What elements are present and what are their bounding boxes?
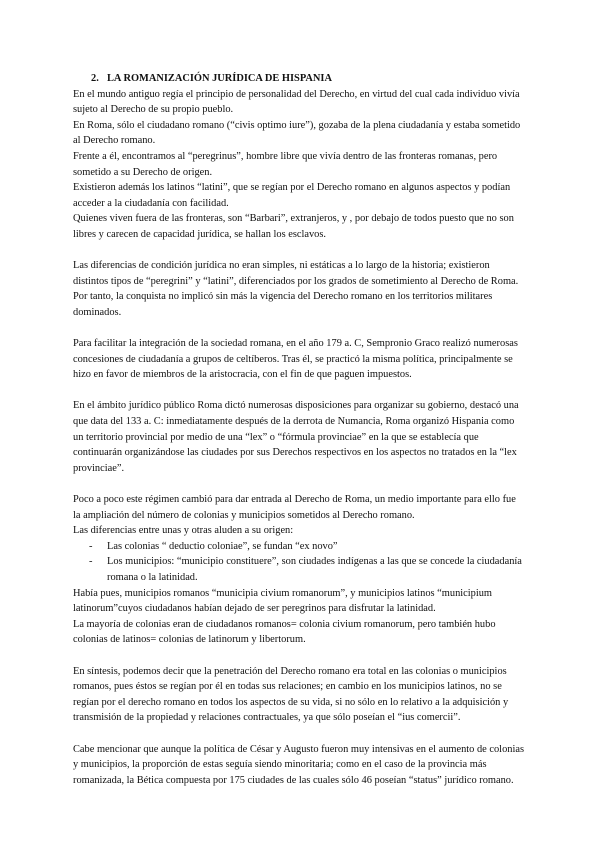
dash-bullet: - — [89, 556, 93, 568]
paragraph: Quienes viven fuera de las fronteras, son “Barbari”, extranjeros, y , por debajo de todos puesto que no son libres y carecen de capacidad jurídica, se hallan los esclavos. — [73, 213, 514, 240]
list-item — [73, 554, 525, 585]
list-item-text: Las colonias “ deductio coloniae”, se fundan “ex novo” — [107, 540, 338, 552]
section-title: LA ROMANIZACIÓN JURÍDICA DE HISPANIA — [107, 73, 332, 84]
paragraph: En el mundo antiguo regía el principio de personalidad del Derecho, en virtud del cual cada individuo vivía sujeto al Derecho de su propio pueblo. — [73, 88, 520, 116]
paragraph: Poco a poco este régimen cambió para dar entrada al Derecho de Roma, un medio importante para ello fue la ampliación del número de colonias y municipios sometidos al Derecho romano. — [73, 494, 516, 521]
section-number: 2. — [91, 73, 99, 84]
paragraph: En el ámbito jurídico público Roma dictó numerosas disposiciones para organizar su gobierno, destacó una que data del 133 a. C: inmediatamente después de la derrota de Numancia, Roma organizó Hispania como un territorio provincial por medio de una “lex” o “fórmula provinciae” en la que se establecía que continuarán organizándose las ciudades por sus Derechos respectivos en los aspectos no tratados en la “lex provinciae”. — [73, 400, 519, 474]
section-heading — [91, 71, 525, 87]
dash-bullet: - — [89, 540, 93, 552]
paragraph: Frente a él, encontramos al “peregrinus”, hombre libre que vivía dentro de las fronteras romanas, pero sometido a su Derecho de origen. — [73, 150, 498, 178]
paragraph-spacer — [73, 726, 525, 742]
paragraph: Las diferencias entre unas y otras aluden a su origen: — [73, 525, 294, 537]
list-item — [73, 539, 525, 555]
paragraph-spacer — [73, 243, 525, 259]
paragraph: La mayoría de colonias eran de ciudadanos romanos= colonia civium romanorum, pero también hubo colonias de latinos= colonias de latinorum y libertorum. — [73, 618, 496, 646]
document-body — [73, 71, 525, 788]
dash-list — [73, 539, 525, 586]
paragraph: En Roma, sólo el ciudadano romano (“civis optimo iure”), gozaba de la plena ciudadanía y estaba sometido al Derecho romano. — [73, 119, 521, 147]
list-item-text: Los municipios: “municipio constituere”, son ciudades indígenas a las que se concede la ciudadanía romana o la latinidad. — [107, 556, 522, 583]
paragraph: Había pues, municipios romanos “municipia civium romanorum”, y municipios latinos “municipium latinorum”cuyos ciudadanos habían dejado de ser peregrinos para disfrutar la latinidad. — [73, 587, 493, 615]
paragraph: Para facilitar la integración de la sociedad romana, en el año 179 a. C, Sempronio Graco realizó numerosas concesiones de ciudadanía a grupos de celtíberos. Tras él, se practicó la misma política, principalmente se hizo en favor de miembros de la aristocracia, con el fin de que paguen impuestos. — [73, 338, 518, 381]
paragraph-spacer — [73, 321, 525, 337]
paragraph: Cabe mencionar que aunque la política de César y Augusto fueron muy intensivas en el aumento de colonias y municipios, la proporción de estas seguía siendo minoritaria; como en el caso de la provincia más romanizada, la Bética compuesta por 175 ciudades de las cuales sólo 46 poseían “status” jurídico romano. — [73, 743, 524, 786]
paragraph-spacer — [73, 476, 525, 492]
paragraph: Las diferencias de condición jurídica no eran simples, ni estáticas a lo largo de la historia; existieron distintos tipos de “peregrini” y “latini”, diferenciados por los grados de sometimiento al Derecho de Roma. Por tanto, la conquista no implicó sin más la vigencia del Derecho romano en los territorios militares dominados. — [73, 260, 519, 318]
paragraph: En síntesis, podemos decir que la penetración del Derecho romano era total en las colonias o municipios romanos, pues éstos se regían por él en todas sus relaciones; en cambio en los municipios latinos, no se regían por el derecho romano en todos los aspectos de su vida, si no sólo en lo relativo a la adquisición y transmisión de la propiedad y relaciones contractuales, ya que sólo poseían el “ius comercii”. — [73, 665, 509, 724]
paragraph-spacer — [73, 648, 525, 664]
paragraph: Existieron además los latinos “latini”, que se regían por el Derecho romano en algunos aspectos y podían acceder a la ciudadanía con facilidad. — [73, 182, 511, 209]
paragraph-spacer — [73, 383, 525, 399]
